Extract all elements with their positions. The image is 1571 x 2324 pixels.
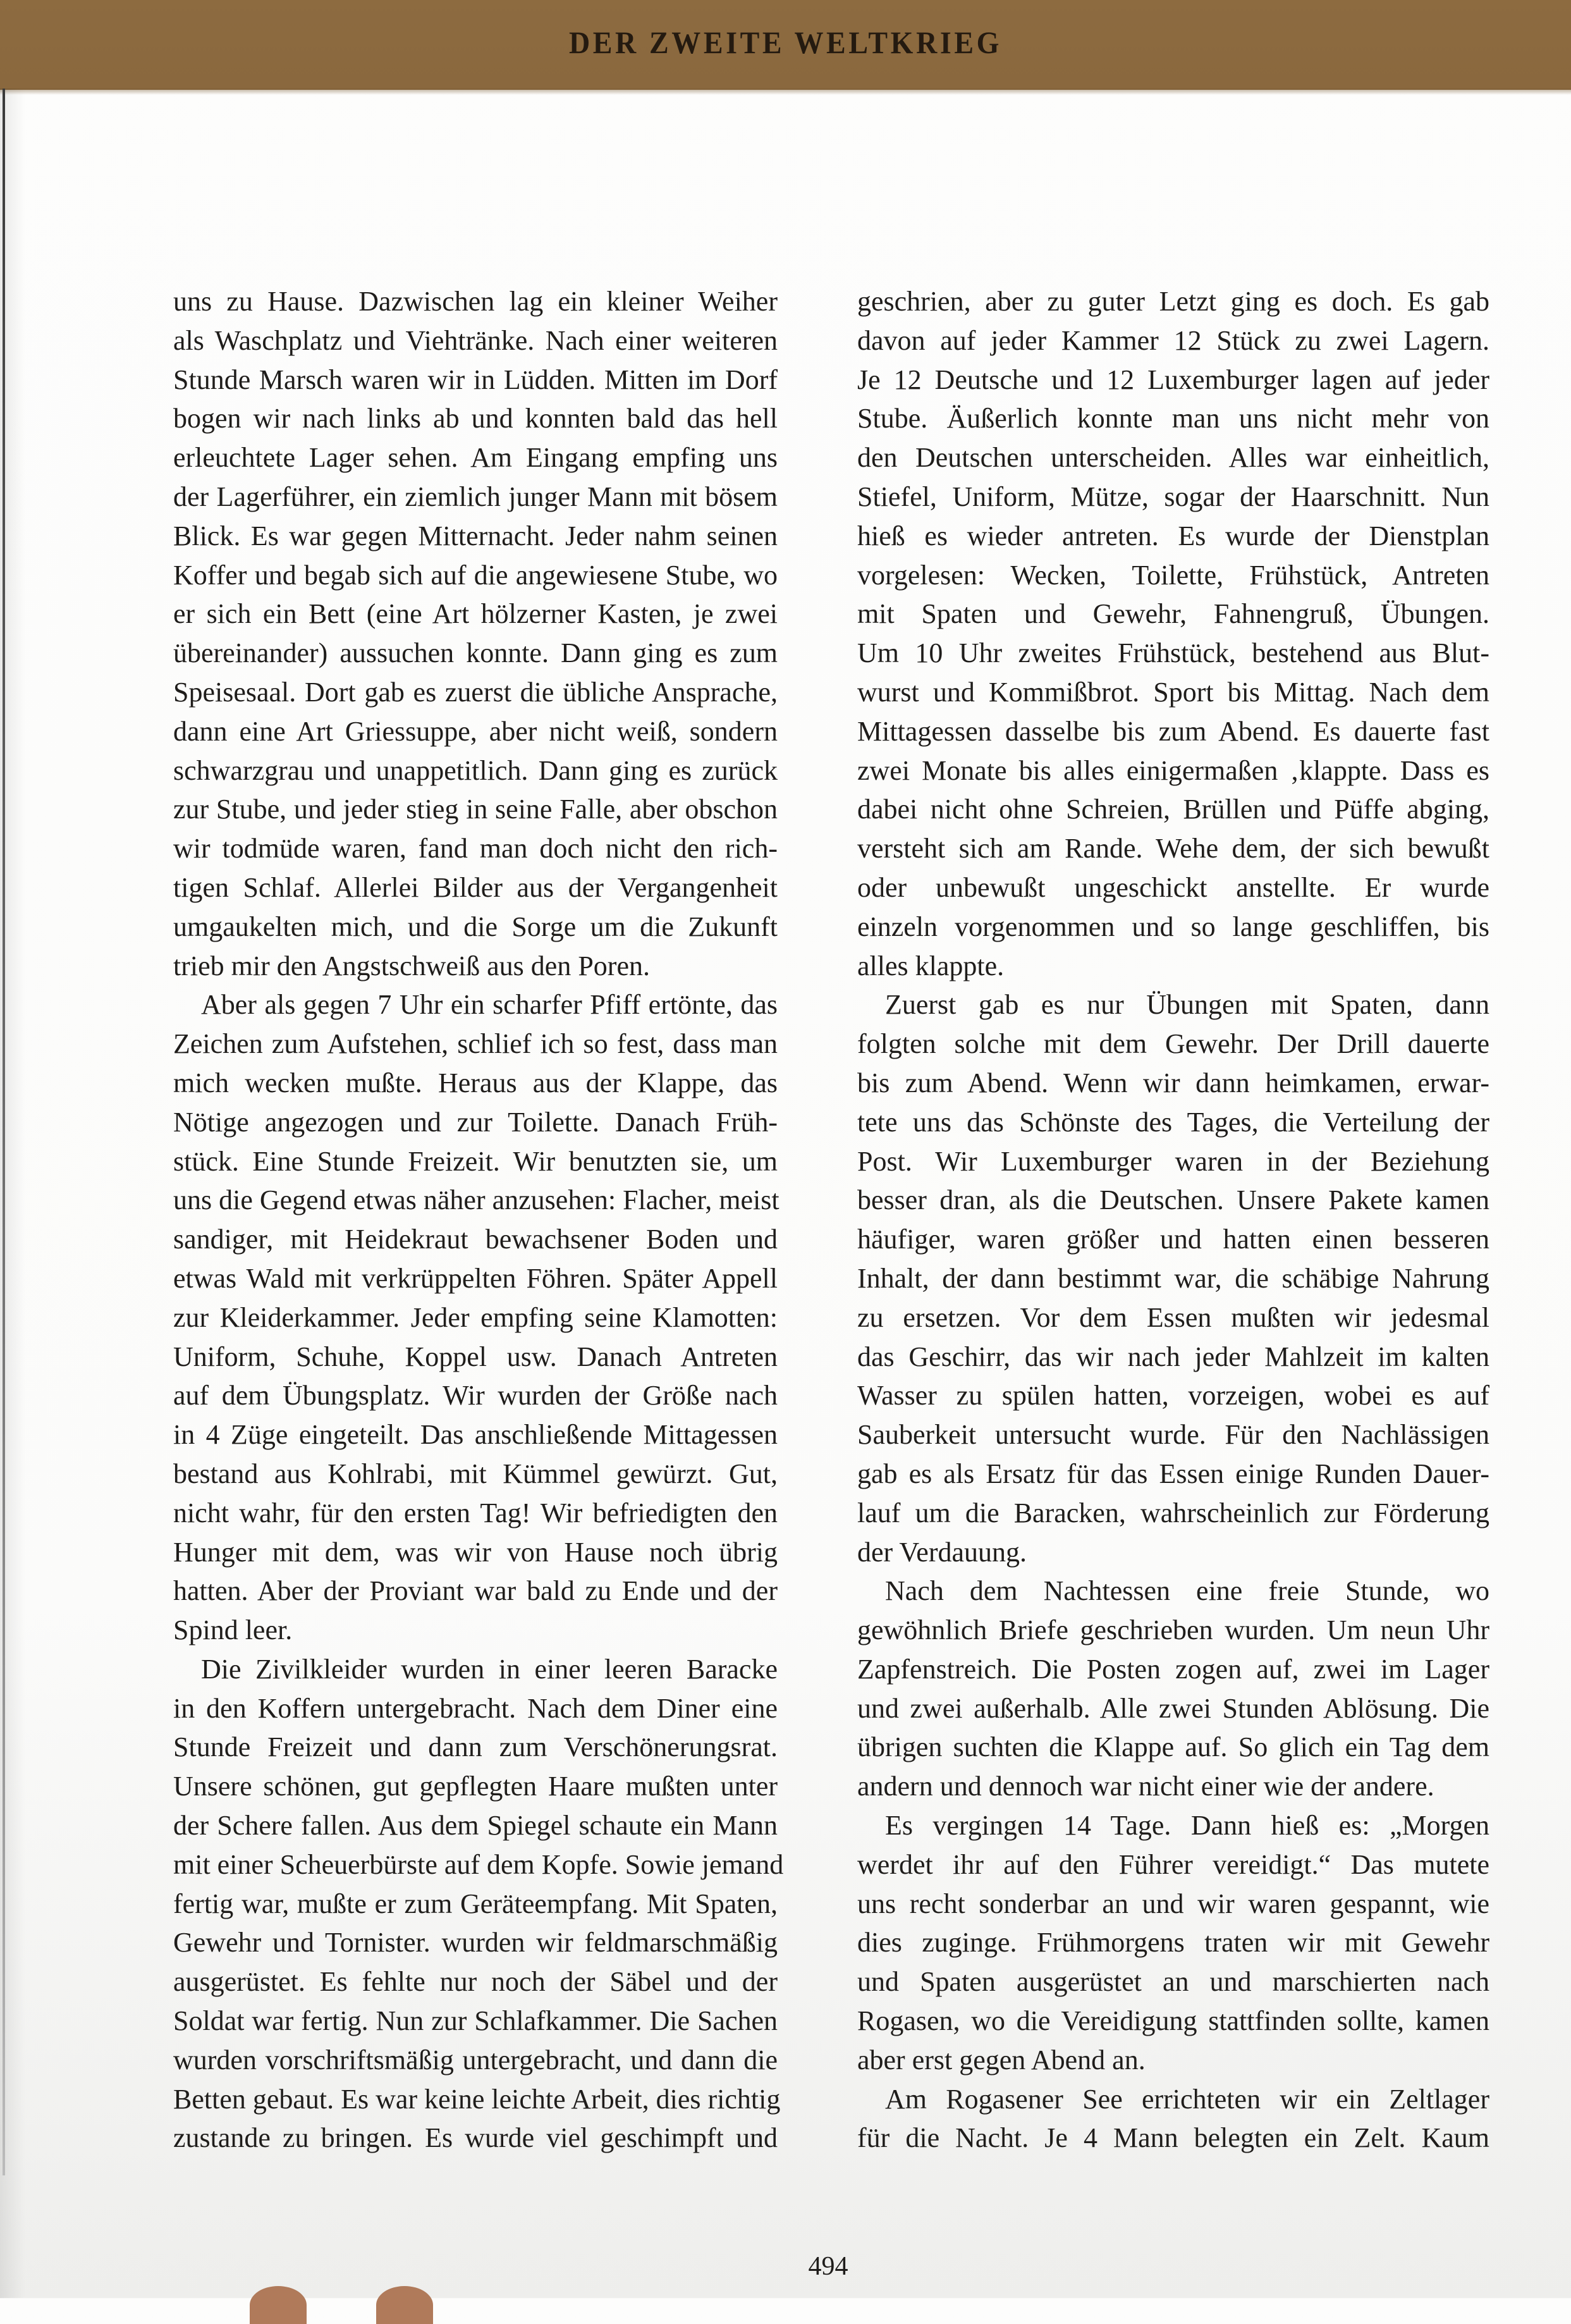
text-line: bogen wir nach links ab und konnten bald das hell <box>173 403 778 434</box>
text-line: werdet ihr auf den Führer vereidigt.“ Das mutete <box>857 1848 1489 1880</box>
text-line: Koffer und begab sich auf die angewiesene Stube, wo <box>173 559 778 591</box>
paragraph <box>857 1571 1489 1806</box>
text-line: versteht sich am Rande. Wehe dem, der sich bewußt <box>857 833 1489 864</box>
text-line: Die Zivilkleider wurden in einer leeren Baracke <box>201 1653 778 1685</box>
text-line: etwas Wald mit verkrüppelten Föhren. Später Appell <box>173 1262 778 1294</box>
text-line: umgaukelten mich, und die Sorge um die Zukunft <box>173 911 778 942</box>
text-line: zur Kleiderkammer. Jeder empfing seine Klamotten: <box>173 1301 778 1333</box>
text-line: stück. Eine Stunde Freizeit. Wir benutzten sie, um <box>173 1145 778 1177</box>
text-line: besser dran, als die Deutschen. Unsere Pakete kamen <box>857 1184 1489 1216</box>
text-line: Stiefel, Uniform, Mütze, sogar der Haarschnitt. Nun <box>857 481 1489 512</box>
text-line: nicht wahr, für den ersten Tag! Wir befriedigten den <box>173 1497 778 1528</box>
text-line: übereinander) aussuchen konnte. Dann ging es zum <box>173 637 778 669</box>
text-line: Zapfenstreich. Die Posten zogen auf, zwei im Lager <box>857 1653 1489 1685</box>
text-line: Sauberkeit untersucht wurde. Für den Nachlässigen <box>857 1419 1489 1451</box>
text-line: Unsere schönen, gut gepflegten Haare mußten unter <box>173 1771 778 1802</box>
text-line: schwarzgrau und unappetitlich. Dann ging es zurück <box>173 754 778 786</box>
text-line: den Deutschen unterscheiden. Alles war einheitlich, <box>857 442 1489 474</box>
text-line: der Schere fallen. Aus dem Spiegel schaute ein Mann <box>173 1810 778 1841</box>
text-line: Speisesaal. Dort gab es zuerst die übliche Ansprache, <box>173 676 778 708</box>
text-line: einzeln vorgenommen und so lange geschliffen, bis <box>857 911 1489 942</box>
paragraph <box>857 985 1489 1571</box>
text-line: alles klappte. <box>857 950 1005 981</box>
text-line: Stunde Marsch waren wir in Lüdden. Mitten im Dorf <box>173 364 778 395</box>
text-line: davon auf jeder Kammer 12 Stück zu zwei Lagern. <box>857 324 1489 356</box>
text-column-left <box>173 282 784 2158</box>
page-edge-line <box>3 89 5 2175</box>
paragraph <box>857 1806 1489 2080</box>
paragraph <box>173 985 778 1650</box>
text-line: wurst und Kommißbrot. Sport bis Mittag. Nach dem <box>857 676 1489 708</box>
text-line: übrigen suchten die Klappe auf. So glich ein Tag dem <box>857 1731 1489 1763</box>
text-line: geschrien, aber zu guter Letzt ging es doch. Es gab <box>857 286 1489 317</box>
paragraph <box>173 1650 784 2158</box>
text-line: erleuchtete Lager sehen. Am Eingang empfing uns <box>173 442 778 474</box>
text-line: und zwei außerhalb. Alle zwei Stunden Ablösung. Die <box>857 1692 1489 1724</box>
text-line: trieb mir den Angstschweiß aus den Poren. <box>173 950 650 981</box>
text-line: lauf um die Baracken, wahrscheinlich zur Förderung <box>857 1497 1489 1528</box>
text-line: Stunde Freizeit und dann zum Verschönerungsrat. <box>173 1731 778 1763</box>
paragraph <box>857 282 1489 985</box>
running-head-title: DER ZWEITE WELTKRIEG <box>568 25 1003 60</box>
text-line: Zeichen zum Aufstehen, schlief ich so fest, dass man <box>173 1028 778 1060</box>
text-line: Wasser zu spülen hatten, vorzeigen, wobei es auf <box>857 1380 1489 1411</box>
text-line: sandiger, mit Heidekraut bewachsener Boden und <box>173 1224 778 1255</box>
text-line: für die Nacht. Je 4 Mann belegten ein Zelt. Kaum <box>857 2122 1489 2154</box>
paragraph <box>173 282 778 985</box>
text-line: auf dem Übungsplatz. Wir wurden der Größe nach <box>173 1380 778 1411</box>
text-line: Mittagessen dasselbe bis zum Abend. Es dauerte fast <box>857 715 1489 747</box>
text-line: Aber als gegen 7 Uhr ein scharfer Pfiff ertönte, das <box>201 989 778 1021</box>
text-line: aber erst gegen Abend an. <box>857 2044 1146 2075</box>
text-line: Je 12 Deutsche und 12 Luxemburger lagen auf jeder <box>857 364 1489 395</box>
text-line: Stube. Äußerlich konnte man uns nicht mehr von <box>857 403 1489 434</box>
text-line: tigen Schlaf. Allerlei Bilder aus der Vergangenheit <box>173 871 778 903</box>
text-line: Nach dem Nachtessen eine freie Stunde, wo <box>885 1575 1489 1607</box>
text-line: bestand aus Kohlrabi, mit Kümmel gewürzt. Gut, <box>173 1458 778 1489</box>
text-line: Post. Wir Luxemburger waren in der Beziehung <box>857 1145 1489 1177</box>
text-line: Soldat war fertig. Nun zur Schlafkammer. Die Sachen <box>173 2005 778 2037</box>
text-line: mit Spaten und Gewehr, Fahnengruß, Übungen. <box>857 598 1489 630</box>
text-line: oder unbewußt ungeschickt anstellte. Er wurde <box>857 871 1489 903</box>
text-line: hieß es wieder antreten. Es wurde der Dienstplan <box>857 520 1489 551</box>
text-line: ausgerüstet. Es fehlte nur noch der Säbel und der <box>173 1966 778 1998</box>
text-line: das Geschirr, das wir nach jeder Mahlzeit im kalten <box>857 1341 1489 1372</box>
thumb-right <box>376 2286 433 2324</box>
text-line: häufiger, waren größer und hatten einen besseren <box>857 1224 1489 1255</box>
text-column-right <box>857 282 1489 2158</box>
text-line: wurden vorschriftsmäßig untergebracht, und dann die <box>173 2044 778 2075</box>
text-line: und Spaten ausgerüstet an und marschierten nach <box>857 1966 1489 1998</box>
text-line: er sich ein Bett (eine Art hölzerner Kasten, je zwei <box>173 598 778 630</box>
text-line: wir todmüde waren, fand man doch nicht den rich- <box>173 833 778 864</box>
thumb-left <box>250 2286 307 2324</box>
text-line: tete uns das Schönste des Tages, die Verteilung der <box>857 1106 1489 1138</box>
text-line: Gewehr und Tornister. wurden wir feldmarschmäßig <box>173 1927 778 1958</box>
text-line: gab es als Ersatz für das Essen einige Runden Dauer- <box>857 1458 1489 1489</box>
paragraph <box>857 2080 1489 2158</box>
text-line: Nötige angezogen und zur Toilette. Danach Früh- <box>173 1106 778 1138</box>
text-line: zu ersetzen. Vor dem Essen mußten wir jedesmal <box>857 1301 1489 1333</box>
text-line: dabei nicht ohne Schreien, Brüllen und Püffe abging, <box>857 794 1489 825</box>
text-line: zwei Monate bis alles einigermaßen ‚klappte. Dass es <box>857 754 1489 786</box>
page-number: 494 <box>808 2252 848 2281</box>
text-line: Hunger mit dem, was wir von Hause noch übrig <box>173 1536 778 1568</box>
text-line: in 4 Züge eingeteilt. Das anschließende Mittagessen <box>173 1419 778 1451</box>
text-line: gewöhnlich Briefe geschrieben wurden. Um neun Uhr <box>857 1614 1489 1646</box>
text-line: Spind leer. <box>173 1614 293 1646</box>
text-line: der Lagerführer, ein ziemlich junger Mann mit bösem <box>173 481 778 512</box>
text-line: in den Koffern untergebracht. Nach dem Diner eine <box>173 1692 778 1724</box>
text-line: Um 10 Uhr zweites Frühstück, bestehend aus Blut- <box>857 637 1489 669</box>
text-line: Inhalt, der dann bestimmt war, die schäbige Nahrung <box>857 1262 1489 1294</box>
text-line: als Waschplatz und Viehtränke. Nach einer weiteren <box>173 324 778 356</box>
text-line: Uniform, Schuhe, Koppel usw. Danach Antreten <box>173 1341 778 1372</box>
text-line: uns zu Hause. Dazwischen lag ein kleiner Weiher <box>173 286 778 317</box>
text-line: fertig war, mußte er zum Geräteempfang. Mit Spaten, <box>173 1888 778 1919</box>
text-line: Es vergingen 14 Tage. Dann hieß es: „Morgen <box>885 1810 1489 1841</box>
text-line: andern und dennoch war nicht einer wie der andere. <box>857 1771 1434 1802</box>
text-line: uns recht sonderbar an und wir waren gespannt, wie <box>857 1888 1489 1919</box>
text-line: Zuerst gab es nur Übungen mit Spaten, dann <box>885 989 1489 1021</box>
text-line: folgten solche mit dem Gewehr. Der Drill dauerte <box>857 1028 1489 1060</box>
text-line: Rogasen, wo die Vereidigung stattfinden sollte, kamen <box>857 2005 1489 2037</box>
text-line: hatten. Aber der Proviant war bald zu Ende und der <box>173 1575 778 1607</box>
text-line: zur Stube, und jeder stieg in seine Falle, aber obschon <box>173 794 778 825</box>
text-line: dies zuginge. Frühmorgens traten wir mit Gewehr <box>857 1927 1489 1958</box>
text-line: vorgelesen: Wecken, Toilette, Frühstück, Antreten <box>857 559 1489 591</box>
text-line: mich wecken mußte. Heraus aus der Klappe, das <box>173 1067 778 1098</box>
text-line: dann eine Art Griessuppe, aber nicht weiß, sondern <box>173 715 778 747</box>
text-line: mit einer Scheuerbürste auf dem Kopfe. Sowie jemand <box>173 1848 784 1880</box>
text-line: der Verdauung. <box>857 1536 1027 1568</box>
text-line: zustande zu bringen. Es wurde viel geschimpft und <box>173 2122 778 2154</box>
text-line: bis zum Abend. Wenn wir dann heimkamen, erwar- <box>857 1067 1489 1098</box>
text-line: uns die Gegend etwas näher anzusehen: Flacher, meist <box>173 1184 779 1216</box>
text-line: Am Rogasener See errichteten wir ein Zeltlager <box>885 2083 1489 2115</box>
text-line: Blick. Es war gegen Mitternacht. Jeder nahm seinen <box>173 520 778 551</box>
text-line: Betten gebaut. Es war keine leichte Arbeit, dies richtig <box>173 2083 781 2115</box>
